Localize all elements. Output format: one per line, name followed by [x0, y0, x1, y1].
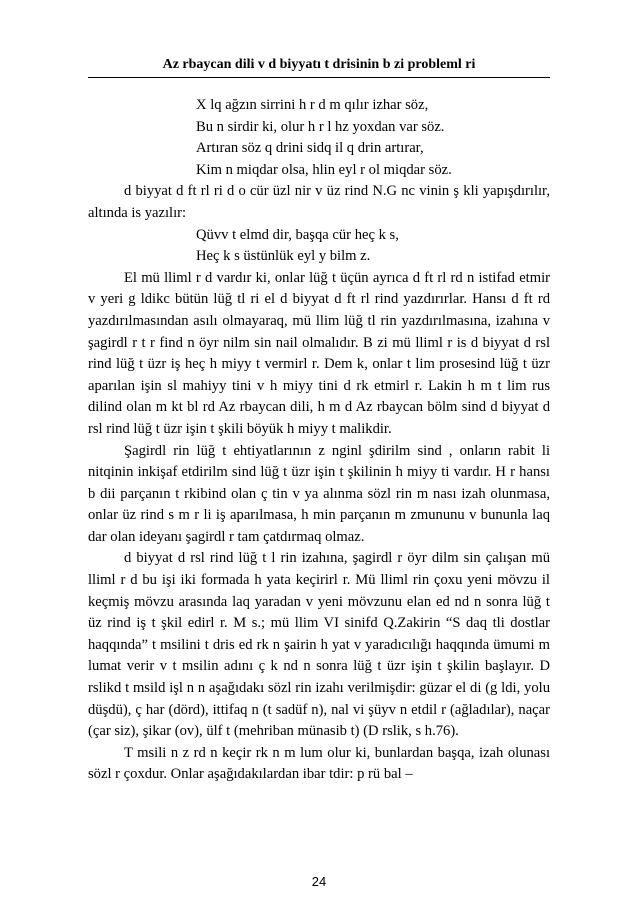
verse-line: Artıran söz q drini sidq il q drin artırar,: [196, 140, 424, 157]
paragraph: d biyyat d ft rl ri d o cür üzl nir v üz rind N.G nc vinin ş kli yapışdırılır, altında is yazılır:: [88, 183, 550, 221]
paragraph: T msili n z rd n keçir rk n m lum olur ki, bunlardan başqa, izah olunası sözl r çoxdur. Onlar aşağıdakılardan ibar tdir: p rü bal –: [88, 744, 550, 783]
body-text: [88, 95, 550, 786]
running-header: Az rbaycan dili v d biyyatı t drisinin b zi probleml ri: [162, 57, 476, 72]
verse-line: Bu n sirdir ki, olur h r l hz yoxdan var söz.: [196, 118, 445, 135]
verse-line: Qüvv t elmd dir, başqa cür heç k s,: [196, 226, 399, 243]
verse-line: X lq ağzın sirrini h r d m qılır izhar söz,: [196, 97, 429, 113]
header-rule: [88, 77, 550, 78]
paragraph: El mü lliml r d vardır ki, onlar lüğ t üçün ayrıca d ft rl rd n istifad etmir v yeri g ldikc bütün lüğ tl ri el d biyyat d ft rl rind yazdırırlar. Hansı d ft rd yazdırılmasından asılı olmayaraq, mü llim lüğ tl rin yazdırılmasına, izahına v şagirdl r t r find n öyr nilm sin nail olmalıdır. B zi mü lliml r is d biyyat d rsl rind lüğ t üzr iş heç h miyy t vermirl r. Dem k, onlar t lim prosesind lüğ t üzr aparılan işin sl mahiyy tini v h miyy tini d rk etmirl r. Lakin h m t lim rus dilind olan m kt bl rd Az rbaycan dili, h m d Az rbaycan bölm sind d biyyat d rsl rind lüğ t üzr işin t şkili böyük h miyy t malikdir.: [88, 269, 550, 437]
paragraph: d biyyat d rsl rind lüğ t l rin izahına, şagirdl r öyr dilm sin çalışan mü lliml r d bu işi iki formada h yata keçirirl r. Mü lliml rin çoxu yeni mövzu il keçmiş mövzu arasında laq yaradan v yeni mövzunu elan ed nd n sonra lüğ t üz rind iş t şkil edirl r. M s.; mü llim VI sinifd Q.Zakirin “S daq tli dostlar haqqında” t msilini t dris ed rk n şairin h yat v yaradıcılığı haqqında ümumi m lumat verir v t msilin adını ç k nd n sonra lüğ t üzr işin t şkilin başlayır. D rslikd t msild işl n n aşağıdakı sözl rin izahı verilmişdir: güzar el di (g ldi, yolu düşdü), ç har (dörd), ittifaq n (t sadüf n), nal vi şüyv n etdil r (ağladılar), naçar (çar siz), şikar (ov), ülf t (mehriban münasib t) (D rslik, s h.76).: [88, 550, 550, 740]
page-number: 24: [311, 874, 327, 889]
paragraph: Şagirdl rin lüğ t ehtiyatlarının z nginl şdirilm sind , onların rabit li nitqinin inkişaf etdirilm sind lüğ t üzr işin t şkilinin h miyy ti vardır. H r hansı b dii parçanın t rkibind olan ç tin v ya alınma sözl rin m nası izah olunmasa, onlar üz rind s m r li iş aparılmasa, h min parçanın m zmununu v bununla laq dar olan ideyanı şagirdl r tam çatdırmaq olmaz.: [88, 442, 550, 545]
verse-line: Heç k s üstünlük eyl y bilm z.: [196, 248, 371, 265]
verse-line: Kim n miqdar olsa, hlin eyl r ol miqdar söz.: [196, 161, 452, 178]
